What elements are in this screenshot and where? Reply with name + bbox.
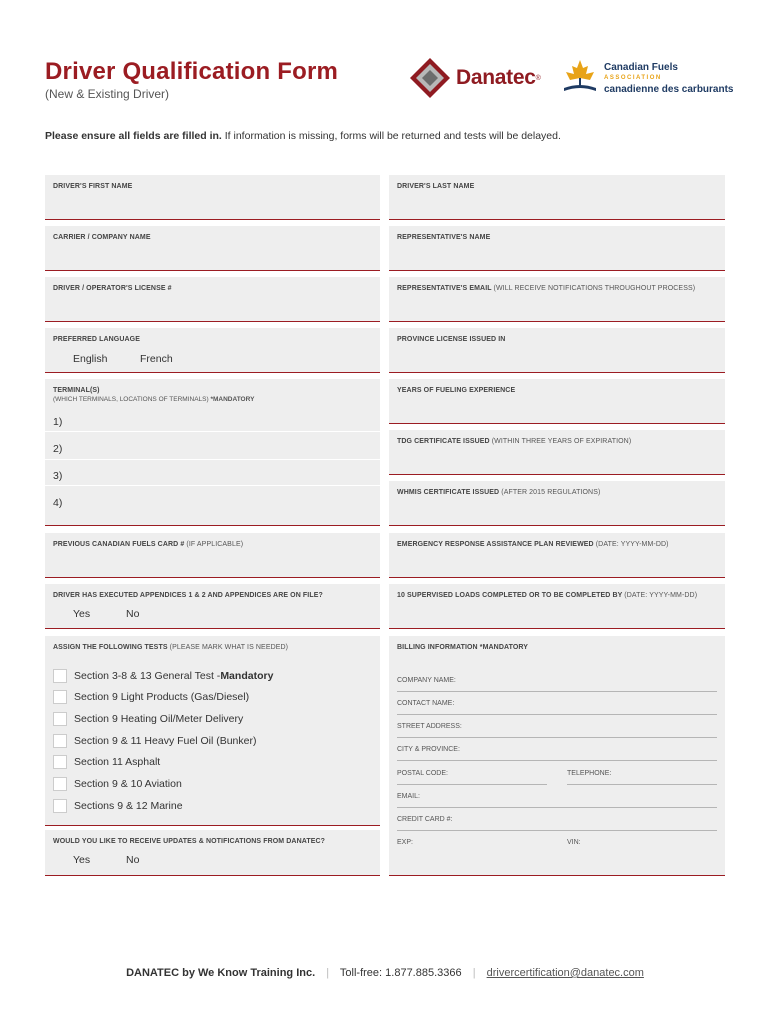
cfa-name-en: Canadian Fuels xyxy=(604,61,678,73)
erap-label: EMERGENCY RESPONSE ASSISTANCE PLAN REVIEWED (DATE: YYYY-MM-DD) xyxy=(397,541,669,548)
test-option[interactable]: Section 11 Asphalt xyxy=(53,755,160,769)
checkbox[interactable] xyxy=(53,799,67,813)
whmis-field[interactable] xyxy=(389,481,725,526)
billing-credit-label: CREDIT CARD #: xyxy=(397,816,453,823)
rep-name-field[interactable] xyxy=(389,226,725,271)
billing-email-label: EMAIL: xyxy=(397,793,420,800)
checkbox[interactable] xyxy=(53,690,67,704)
danatec-wordmark: Danatec xyxy=(456,66,536,89)
danatec-diamond-icon xyxy=(408,56,452,100)
terminal-4-input[interactable]: 4) xyxy=(53,497,63,509)
cfa-logo xyxy=(562,56,737,100)
billing-vin-label: VIN: xyxy=(567,839,581,846)
province-label: PROVINCE LICENSE ISSUED IN xyxy=(397,336,506,343)
billing-company-label: COMPANY NAME: xyxy=(397,677,456,684)
language-label: PREFERRED LANGUAGE xyxy=(53,336,140,343)
last-name-label: DRIVER'S LAST NAME xyxy=(397,183,475,190)
prev-card-label: PREVIOUS CANADIAN FUELS CARD # (IF APPLICABLE) xyxy=(53,541,244,548)
first-name-field[interactable] xyxy=(45,175,380,220)
billing-telephone-label: TELEPHONE: xyxy=(567,770,612,777)
supervised-label: 10 SUPERVISED LOADS COMPLETED OR TO BE COMPLETED BY (DATE: YYYY-MM-DD) xyxy=(397,592,698,599)
rep-email-field[interactable] xyxy=(389,277,725,322)
language-field xyxy=(45,328,380,373)
years-fueling-field[interactable] xyxy=(389,379,725,424)
updates-label: WOULD YOU LIKE TO RECEIVE UPDATES & NOTIFICATIONS FROM DANATEC? xyxy=(53,838,326,845)
billing-exp-label: EXP: xyxy=(397,839,413,846)
terminals-field xyxy=(45,379,380,526)
billing-postal-label: POSTAL CODE: xyxy=(397,770,448,777)
checkbox[interactable] xyxy=(53,669,67,683)
test-option[interactable]: Section 9 & 10 Aviation xyxy=(53,777,182,791)
rep-name-label: REPRESENTATIVE'S NAME xyxy=(397,234,491,241)
test-option[interactable]: Sections 9 & 12 Marine xyxy=(53,799,183,813)
checkbox[interactable] xyxy=(53,712,67,726)
carrier-label: CARRIER / COMPANY NAME xyxy=(53,234,151,241)
terminals-sublabel: (WHICH TERMINALS, LOCATIONS OF TERMINALS) *MANDATORY xyxy=(53,396,255,403)
test-option[interactable]: Section 9 Light Products (Gas/Diesel) xyxy=(53,690,249,704)
terminal-2-input[interactable]: 2) xyxy=(53,443,63,455)
language-option-french[interactable]: French xyxy=(140,353,173,365)
footer-email-link[interactable]: drivercertification@danatec.com xyxy=(486,967,644,979)
carrier-field[interactable] xyxy=(45,226,380,271)
terminals-label: TERMINAL(S) xyxy=(53,387,100,394)
appendices-field xyxy=(45,584,380,629)
whmis-label: WHMIS CERTIFICATE ISSUED (AFTER 2015 REGULATIONS) xyxy=(397,489,601,496)
terminal-1-input[interactable]: 1) xyxy=(53,416,63,428)
test-option[interactable]: Section 9 & 11 Heavy Fuel Oil (Bunker) xyxy=(53,734,256,748)
billing-street-label: STREET ADDRESS: xyxy=(397,723,462,730)
danatec-logo: Danatec ® xyxy=(408,54,548,102)
footer: DANATEC by We Know Training Inc. | Toll-free: 1.877.885.3366 | drivercertification@danatec.com xyxy=(126,967,644,979)
language-option-english[interactable]: English xyxy=(73,353,108,365)
cfa-name-fr: canadienne des carburants xyxy=(604,83,734,95)
billing-contact-label: CONTACT NAME: xyxy=(397,700,455,707)
checkbox[interactable] xyxy=(53,734,67,748)
billing-label: BILLING INFORMATION *MANDATORY xyxy=(397,644,529,651)
checkbox[interactable] xyxy=(53,755,67,769)
rep-email-label: REPRESENTATIVE'S EMAIL (WILL RECEIVE NOTIFICATIONS THROUGHOUT PROCESS) xyxy=(397,285,696,292)
first-name-label: DRIVER'S FIRST NAME xyxy=(53,183,133,190)
prev-card-field[interactable] xyxy=(45,533,380,578)
erap-field[interactable] xyxy=(389,533,725,578)
instructions-notice: Please ensure all fields are filled in. If information is missing, forms will be returned and tests will be delayed. xyxy=(45,130,561,142)
footer-phone: Toll-free: 1.877.885.3366 xyxy=(339,967,462,979)
test-option[interactable]: Section 3-8 & 13 General Test - Mandatory xyxy=(53,669,273,683)
terminal-3-input[interactable]: 3) xyxy=(53,470,63,482)
appendices-no-option[interactable]: No xyxy=(126,608,140,620)
footer-brand: DANATEC by We Know Training Inc. xyxy=(126,967,316,979)
years-fueling-label: YEARS OF FUELING EXPERIENCE xyxy=(397,387,516,394)
updates-no-option[interactable]: No xyxy=(126,854,140,866)
form-title: Driver Qualification Form xyxy=(45,58,339,85)
updates-yes-option[interactable]: Yes xyxy=(73,854,91,866)
billing-field xyxy=(389,636,725,876)
maple-leaf-icon xyxy=(562,58,598,98)
province-field[interactable] xyxy=(389,328,725,373)
cfa-association: ASSOCIATION xyxy=(604,74,662,81)
tdg-field[interactable] xyxy=(389,430,725,475)
form-subtitle: (New & Existing Driver) xyxy=(45,87,170,101)
tests-field xyxy=(45,636,380,826)
license-label: DRIVER / OPERATOR'S LICENSE # xyxy=(53,285,172,292)
updates-field xyxy=(45,830,380,876)
last-name-field[interactable] xyxy=(389,175,725,220)
tests-label: ASSIGN THE FOLLOWING TESTS (PLEASE MARK WHAT IS NEEDED) xyxy=(53,644,289,651)
billing-city-label: CITY & PROVINCE: xyxy=(397,746,460,753)
appendices-label: DRIVER HAS EXECUTED APPENDICES 1 & 2 AND APPENDICES ARE ON FILE? xyxy=(53,592,323,599)
checkbox[interactable] xyxy=(53,777,67,791)
supervised-field[interactable] xyxy=(389,584,725,629)
test-option[interactable]: Section 9 Heating Oil/Meter Delivery xyxy=(53,712,243,726)
appendices-yes-option[interactable]: Yes xyxy=(73,608,91,620)
license-field[interactable] xyxy=(45,277,380,322)
tdg-label: TDG CERTIFICATE ISSUED (WITHIN THREE YEARS OF EXPIRATION) xyxy=(397,438,632,445)
